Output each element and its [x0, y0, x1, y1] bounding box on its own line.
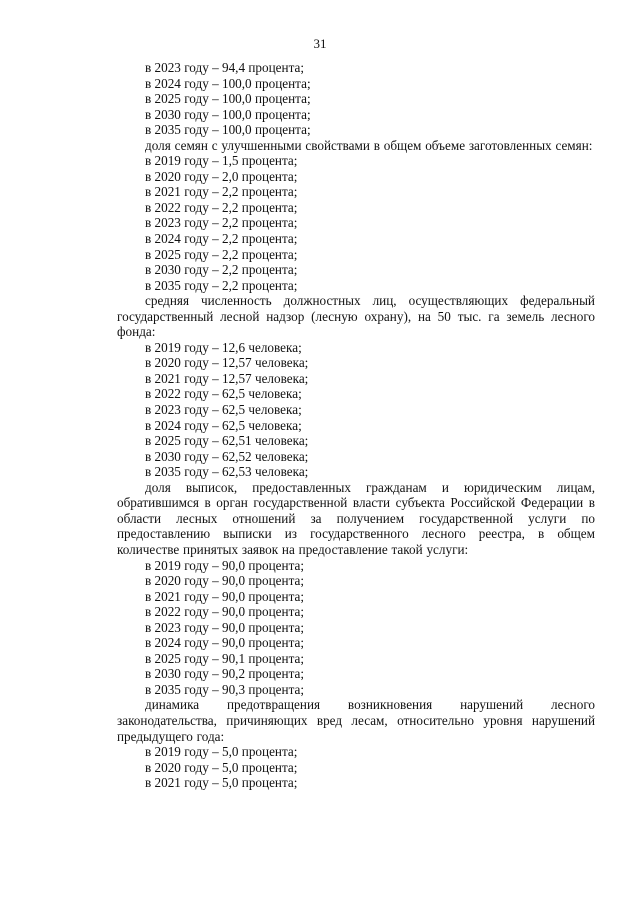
indicator-year-value: в 2023 году – 90,0 процента;	[145, 619, 305, 635]
indicator-year-value: в 2020 году – 5,0 процента;	[145, 759, 298, 775]
indicator-year-value: в 2019 году – 12,6 человека;	[145, 339, 302, 355]
indicator-year-value: в 2025 году – 2,2 процента;	[145, 246, 298, 262]
indicator-heading: средняя численность должностных лиц, осуществляющих федеральный государственный лесной надзор (лесную охрану), на 50 тыс. га земель лесного фонда:	[117, 293, 595, 340]
indicator-year-value: в 2035 году – 62,53 человека;	[145, 464, 309, 480]
indicator-year-value: в 2020 году – 90,0 процента;	[145, 573, 305, 589]
indicator-year-value: в 2035 году – 100,0 процента;	[145, 122, 311, 138]
indicator-year-value: в 2030 году – 62,52 человека;	[145, 448, 309, 464]
indicator-year-value: в 2024 году – 90,0 процента;	[145, 635, 305, 651]
indicator-year-value: в 2020 году – 12,57 человека;	[145, 355, 309, 371]
indicator-year-value: в 2035 году – 90,3 процента;	[145, 681, 305, 697]
indicator-year-value: в 2021 году – 5,0 процента;	[145, 775, 298, 791]
indicator-year-value: в 2030 году – 90,2 процента;	[145, 666, 305, 682]
indicator-year-value: в 2021 году – 90,0 процента;	[145, 588, 305, 604]
indicator-year-value: в 2019 году – 5,0 процента;	[145, 744, 298, 760]
document-body	[117, 60, 595, 791]
indicator-heading: доля семян с улучшенными свойствами в общем объеме заготовленных семян:	[145, 137, 593, 153]
indicator-year-value: в 2023 году – 94,4 процента;	[145, 60, 305, 75]
indicator-year-value: в 2030 году – 2,2 процента;	[145, 262, 298, 278]
indicator-heading: доля выписок, предоставленных гражданам и юридическим лицам, обратившимся в орган государственной власти субъекта Российской Федерации в области лесных отношений за получением государственной услуги по предоставлению выписки из государственного лесного реестра, в общем количестве принятых заявок на предоставление такой услуги:	[117, 479, 595, 557]
indicator-year-value: в 2035 году – 2,2 процента;	[145, 277, 298, 293]
indicator-year-value: в 2025 году – 62,51 человека;	[145, 433, 309, 449]
indicator-year-value: в 2020 году – 2,0 процента;	[145, 168, 298, 184]
indicator-year-value: в 2024 году – 2,2 процента;	[145, 231, 298, 247]
indicator-year-value: в 2024 году – 62,5 человека;	[145, 417, 302, 433]
indicator-year-value: в 2025 году – 100,0 процента;	[145, 91, 311, 107]
indicator-year-value: в 2023 году – 2,2 процента;	[145, 215, 298, 231]
indicator-year-value: в 2030 году – 100,0 процента;	[145, 106, 311, 122]
indicator-year-value: в 2019 году – 1,5 процента;	[145, 153, 298, 169]
indicator-year-value: в 2021 году – 2,2 процента;	[145, 184, 298, 200]
indicator-year-value: в 2023 году – 62,5 человека;	[145, 402, 302, 418]
indicator-year-value: в 2021 году – 12,57 человека;	[145, 370, 309, 386]
indicator-year-value: в 2022 году – 90,0 процента;	[145, 604, 305, 620]
indicator-year-value: в 2019 году – 90,0 процента;	[145, 557, 305, 573]
indicator-year-value: в 2022 году – 2,2 процента;	[145, 199, 298, 215]
page-number: 31	[313, 36, 327, 51]
indicator-year-value: в 2024 году – 100,0 процента;	[145, 75, 311, 91]
indicator-year-value: в 2025 году – 90,1 процента;	[145, 650, 305, 666]
indicator-heading: динамика предотвращения возникновения нарушений лесного законодательства, причиняющих вред лесам, относительно уровня нарушений предыдущего года:	[117, 697, 595, 744]
indicator-year-value: в 2022 году – 62,5 человека;	[145, 386, 302, 402]
